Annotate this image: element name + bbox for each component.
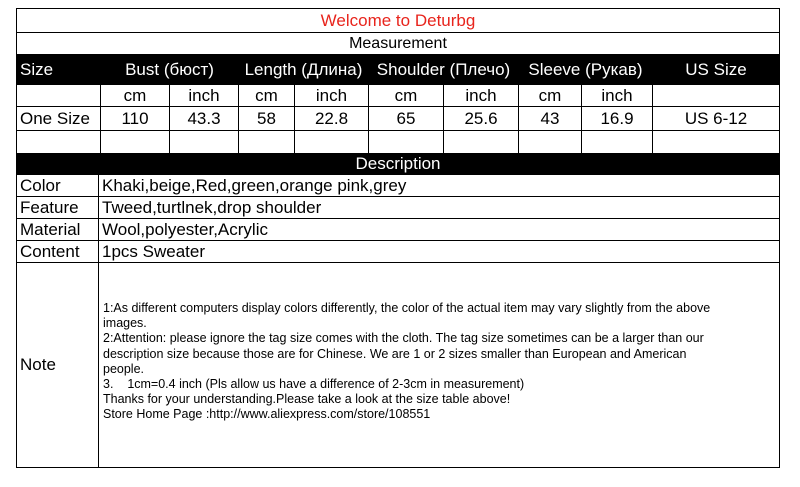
note-line: 1:As different computers display colors differently, the color of the actual item may vary slightly from the above xyxy=(103,301,711,315)
shoulder-inch: 25.6 xyxy=(444,107,519,130)
unit-cell: cm xyxy=(239,85,295,106)
note-line: Thanks for your understanding.Please take a look at the size table above! xyxy=(103,392,511,407)
description-value: Wool,polyester,Acrylic xyxy=(102,219,268,239)
col-size: Size xyxy=(17,55,101,85)
description-value: 1pcs Sweater xyxy=(102,241,205,261)
measurement-row xyxy=(17,33,779,55)
bust-cm: 110 xyxy=(101,107,170,130)
length-inch: 22.8 xyxy=(295,107,369,130)
description-label: Color xyxy=(17,175,99,196)
description-row-content xyxy=(17,241,779,263)
unit-cell xyxy=(653,85,779,106)
shop-title: Welcome to Deturbg xyxy=(320,10,476,30)
col-sleeve: Sleeve (Рукав) xyxy=(519,55,653,85)
size-name: One Size xyxy=(17,107,101,130)
size-values-row xyxy=(17,107,779,131)
unit-cell: inch xyxy=(295,85,369,106)
unit-cell: inch xyxy=(582,85,653,106)
col-length: Length (Длина) xyxy=(239,55,369,85)
note-line: Store Home Page :http://www.aliexpress.com/store/108551 xyxy=(103,407,431,422)
description-value: Khaki,beige,Red,green,orange pink,grey xyxy=(102,175,407,195)
shoulder-cm: 65 xyxy=(369,107,444,130)
unit-cell xyxy=(17,85,101,106)
empty-cell xyxy=(170,131,239,153)
us-size: US 6-12 xyxy=(684,108,748,128)
sleeve-cm: 43 xyxy=(519,107,582,130)
description-label: Material xyxy=(17,219,99,240)
bust-inch: 43.3 xyxy=(170,107,239,130)
description-row-feature xyxy=(17,197,779,219)
empty-cell xyxy=(444,131,519,153)
description-value: Tweed,turtlnek,drop shoulder xyxy=(102,197,322,217)
note-line: 2:Attention: please ignore the tag size comes with the cloth. The tag size sometimes can be a larger than our xyxy=(103,331,704,346)
empty-cell xyxy=(295,131,369,153)
units-row xyxy=(17,85,779,107)
description-header-row xyxy=(17,153,779,175)
size-table-header xyxy=(17,55,779,85)
unit-cell: inch xyxy=(170,85,239,106)
col-shoulder: Shoulder (Плечо) xyxy=(369,55,519,85)
empty-row xyxy=(17,131,779,153)
unit-cell: cm xyxy=(101,85,170,106)
unit-cell: cm xyxy=(369,85,444,106)
product-info-sheet xyxy=(16,8,780,468)
description-label: Content xyxy=(17,241,99,262)
empty-cell xyxy=(239,131,295,153)
empty-cell xyxy=(519,131,582,153)
note-body xyxy=(99,263,779,467)
unit-cell: inch xyxy=(444,85,519,106)
empty-cell xyxy=(369,131,444,153)
empty-cell xyxy=(653,131,779,153)
length-cm: 58 xyxy=(239,107,295,130)
description-label: Feature xyxy=(17,197,99,218)
measurement-header: Measurement xyxy=(349,34,447,52)
note-line: description size because those are for Chinese. We are 1 or 2 sizes smaller than European and American xyxy=(103,346,687,361)
description-row-color xyxy=(17,175,779,197)
title-row xyxy=(17,9,779,33)
unit-cell: cm xyxy=(519,85,582,106)
col-bust: Bust (бюст) xyxy=(101,55,239,85)
description-row-material xyxy=(17,219,779,241)
note-label: Note xyxy=(17,263,99,467)
col-us-size: US Size xyxy=(685,60,747,79)
note-row xyxy=(17,263,779,467)
note-line: people. xyxy=(103,361,145,376)
sleeve-inch: 16.9 xyxy=(582,107,653,130)
note-line: 3. 1cm=0.4 inch (Pls allow us have a difference of 2-3cm in measurement) xyxy=(103,377,525,392)
description-header: Description xyxy=(355,154,441,173)
empty-cell xyxy=(582,131,653,153)
empty-cell xyxy=(101,131,170,153)
note-line: images. xyxy=(103,316,147,331)
empty-cell xyxy=(17,131,101,153)
